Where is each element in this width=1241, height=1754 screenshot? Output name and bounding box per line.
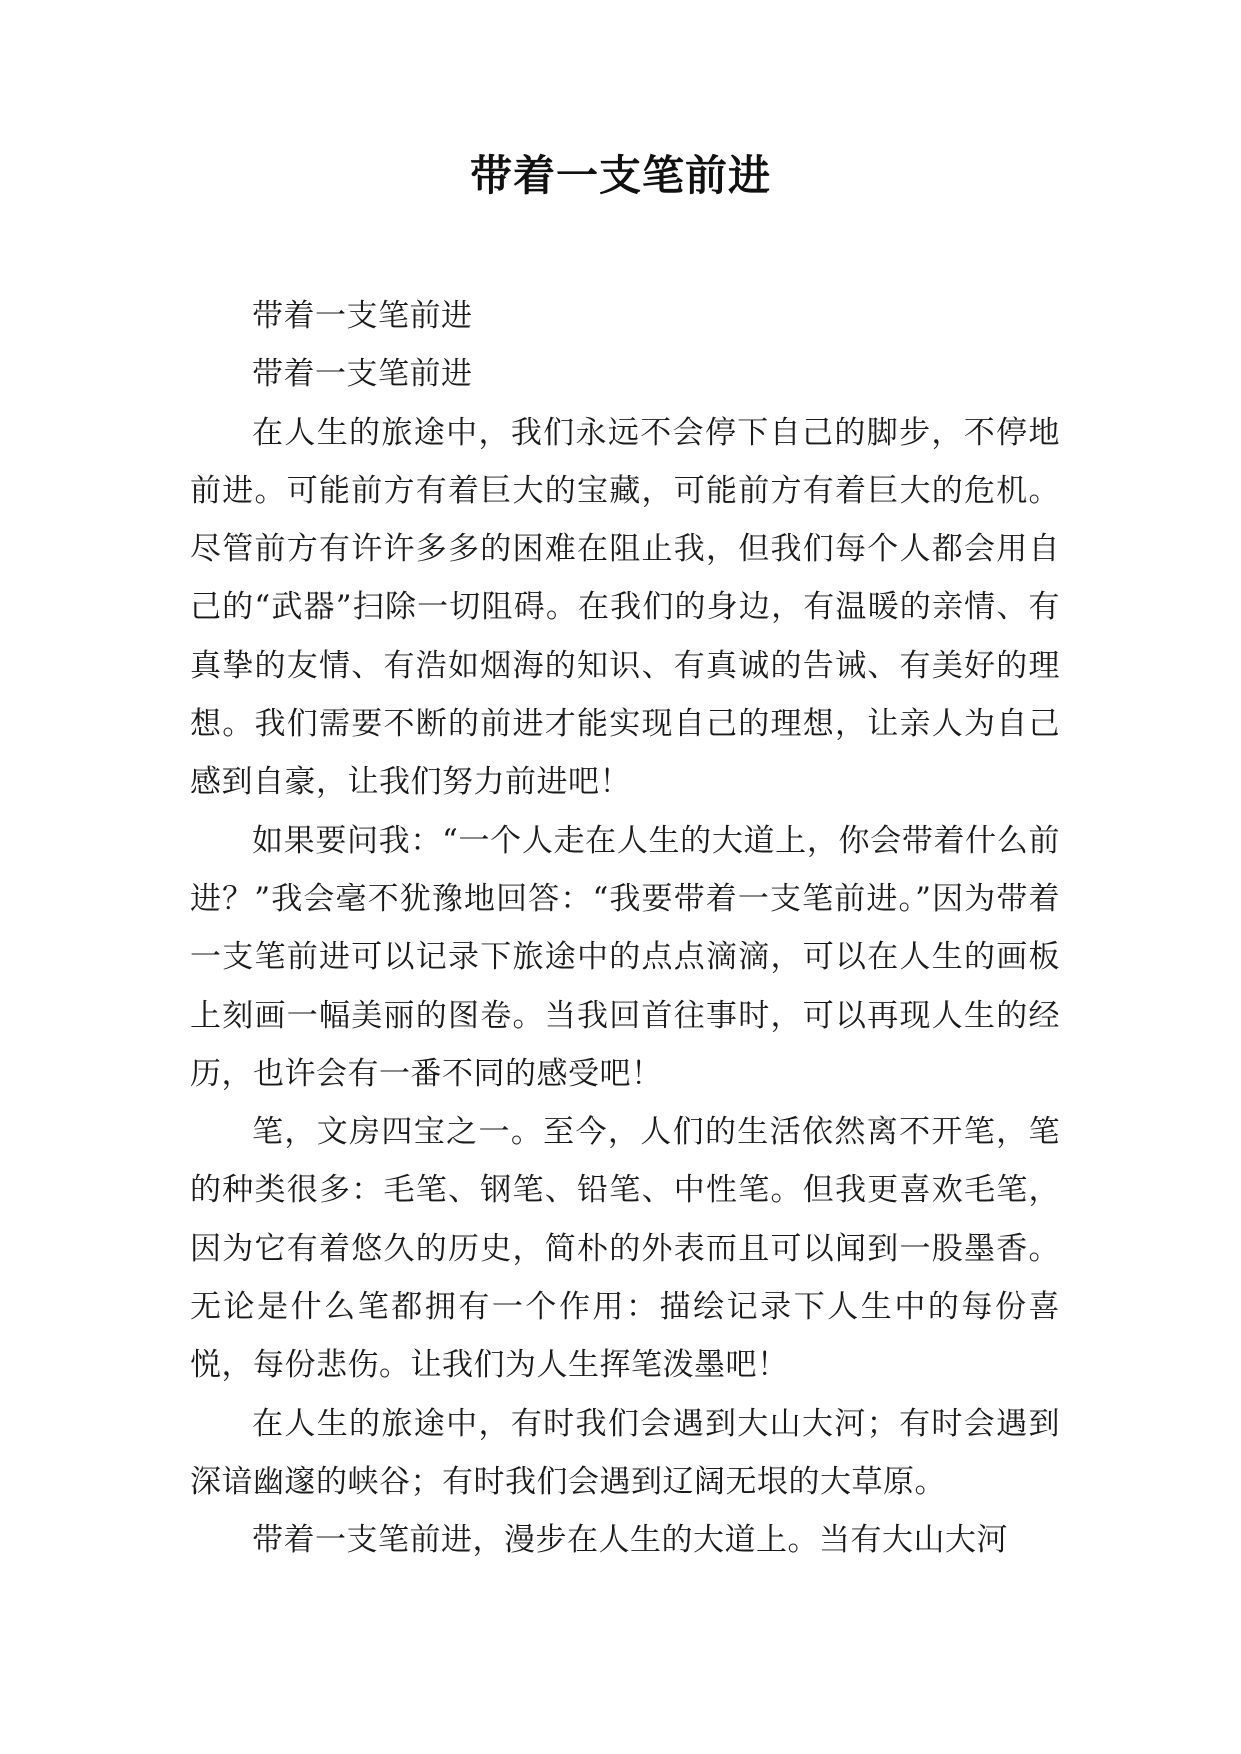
page-title: 带着一支笔前进	[469, 151, 771, 200]
paragraph: 如果要问我：“一个人走在人生的大道上，你会带着什么前进？”我会毫不犹豫地回答：“我要带着一支笔前进。”因为带着一支笔前进可以记录下旅途中的点点滴滴，可以在人生的画板上刻画一幅美丽的图卷。当我回首往事时，可以再现人生的经历，也许会有一番不同的感受吧！	[190, 822, 1060, 1092]
document-body	[190, 287, 1060, 1570]
paragraph: 在人生的旅途中，我们永远不会停下自己的脚步，不停地前进。可能前方有着巨大的宝藏，可能前方有着巨大的危机。尽管前方有许许多多的困难在阻止我，但我们每个人都会用自己的“武器”扫除一切阻碍。在我们的身边，有温暖的亲情、有真挚的友情、有浩如烟海的知识、有真诚的告诫、有美好的理想。我们需要不断的前进才能实现自己的理想，让亲人为自己感到自豪，让我们努力前进吧！	[190, 414, 1060, 801]
paragraph: 笔，文房四宝之一。至今，人们的生活依然离不开笔，笔的种类很多：毛笔、钢笔、铅笔、中性笔。但我更喜欢毛笔，因为它有着悠久的历史，简朴的外表而且可以闻到一股墨香。无论是什么笔都拥有一个作用：描绘记录下人生中的每份喜悦，每份悲伤。让我们为人生挥笔泼墨吧！	[190, 1114, 1060, 1384]
paragraph: 带着一支笔前进	[252, 298, 473, 334]
paragraph: 带着一支笔前进	[252, 356, 473, 393]
paragraph: 在人生的旅途中，有时我们会遇到大山大河；有时会遇到深谙幽邃的峡谷；有时我们会遇到辽阔无垠的大草原。	[190, 1405, 1060, 1500]
paragraph: 带着一支笔前进，漫步在人生的大道上。当有大山大河	[252, 1522, 1008, 1559]
